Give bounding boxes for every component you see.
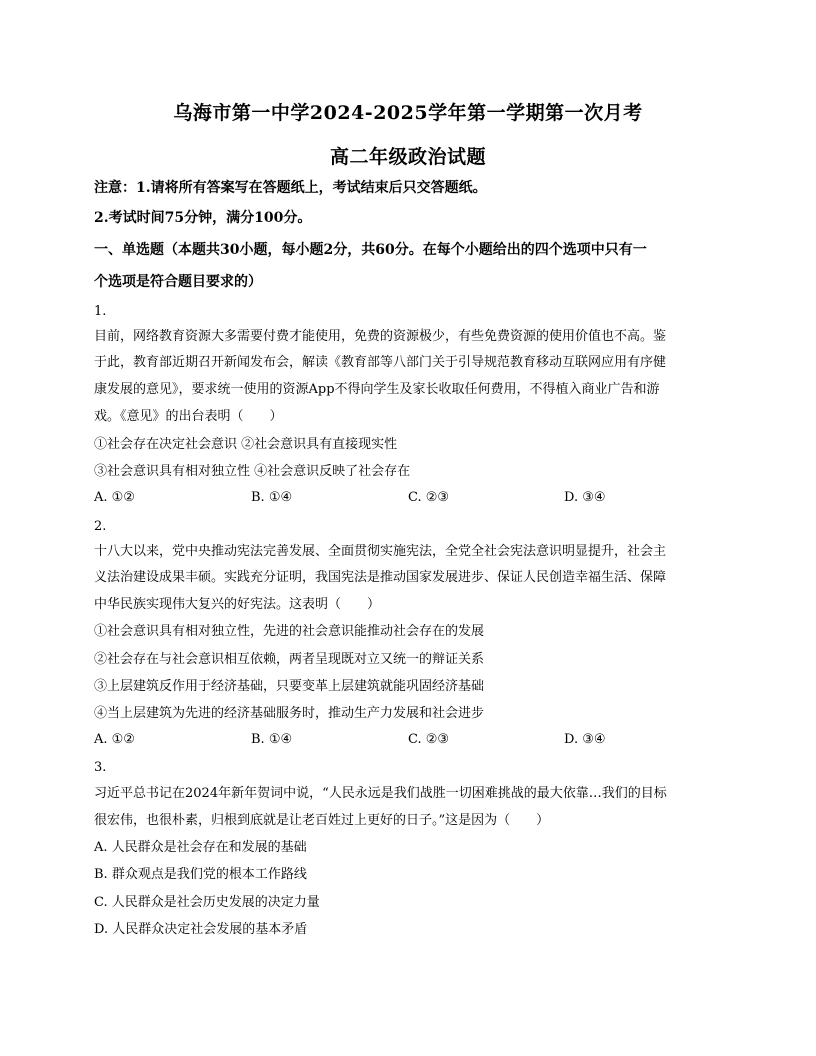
exam-subtitle: 高二年级政治试题 xyxy=(329,146,486,168)
question-2-statement: ④当上层建筑为先进的经济基础服务时，推动生产力发展和社会进步 xyxy=(94,706,485,721)
option-a: A. ①② xyxy=(94,490,135,505)
question-2-number: 2. xyxy=(94,519,107,534)
question-2-stem-line: 中华民族实现伟大复兴的好宪法。这表明（ ） xyxy=(94,597,381,612)
option-b: B. 群众观点是我们党的根本工作路线 xyxy=(94,867,307,882)
question-3-number: 3. xyxy=(94,760,107,775)
question-1-stem-line: 于此，教育部近期召开新闻发布会，解读《教育部等八部门关于引导规范教育移动互联网应用有序健 xyxy=(94,355,667,370)
question-2-statement: ②社会存在与社会意识相互依赖，两者呈现既对立又统一的辩证关系 xyxy=(94,652,485,667)
question-2-stem-line: 义法治建设成果丰硕。实践充分证明，我国宪法是推动国家发展进步、保证人民创造幸福生活、保障 xyxy=(94,570,667,585)
question-3-stem-line: 习近平总书记在2024年新年贺词中说，“人民永远是我们战胜一切困难挑战的最大依靠…我们的目标 xyxy=(94,786,667,801)
option-b: B. ①④ xyxy=(251,490,293,505)
notice-line-2: 2.考试时间75分钟，满分100分。 xyxy=(94,210,312,226)
question-1-statement: ①社会存在决定社会意识 ②社会意识具有直接现实性 xyxy=(94,437,398,452)
question-1-options xyxy=(94,490,724,510)
question-1-stem-line: 目前，网络教育资源大多需要付费才能使用，免费的资源极少，有些免费资源的使用价值也不高。鉴 xyxy=(94,329,667,344)
question-1-statement: ③社会意识具有相对独立性 ④社会意识反映了社会存在 xyxy=(94,464,411,479)
exam-title: 乌海市第一中学2024-2025学年第一学期第一次月考 xyxy=(173,102,643,124)
option-a: A. ①② xyxy=(94,732,135,747)
option-d: D. 人民群众决定社会发展的基本矛盾 xyxy=(94,922,308,937)
question-1-number: 1. xyxy=(94,304,107,319)
question-3-stem-line: 很宏伟，也很朴素，归根到底就是让老百姓过上更好的日子。”这是因为（ ） xyxy=(94,813,550,828)
notice-line-1: 注意：1.请将所有答案写在答题纸上，考试结束后只交答题纸。 xyxy=(94,180,487,196)
option-c: C. 人民群众是社会历史发展的决定力量 xyxy=(94,895,320,910)
option-d: D. ③④ xyxy=(564,490,606,505)
question-2-statement: ①社会意识具有相对独立性，先进的社会意识能推动社会存在的发展 xyxy=(94,624,485,639)
question-1-stem-line: 康发展的意见》，要求统一使用的资源App不得向学生及家长收取任何费用，不得植入商业广告和游 xyxy=(94,382,660,397)
option-c: C. ②③ xyxy=(408,490,450,505)
question-1-stem-line: 戏。《意见》的出台表明（ ） xyxy=(94,409,283,424)
section-heading-line-2: 个选项是符合题目要求的） xyxy=(94,274,262,290)
option-a: A. 人民群众是社会存在和发展的基础 xyxy=(94,840,307,855)
question-2-options xyxy=(94,732,724,752)
option-b: B. ①④ xyxy=(251,732,293,747)
option-c: C. ②③ xyxy=(408,732,450,747)
section-heading-line-1: 一、单选题（本题共30小题，每小题2分，共60分。在每个小题给出的四个选项中只有一 xyxy=(94,242,647,258)
question-2-stem-line: 十八大以来，党中央推动宪法完善发展、全面贯彻实施宪法，全党全社会宪法意识明显提升，社会主 xyxy=(94,544,667,559)
option-d: D. ③④ xyxy=(564,732,606,747)
question-2-statement: ③上层建筑反作用于经济基础，只要变革上层建筑就能巩固经济基础 xyxy=(94,679,485,694)
